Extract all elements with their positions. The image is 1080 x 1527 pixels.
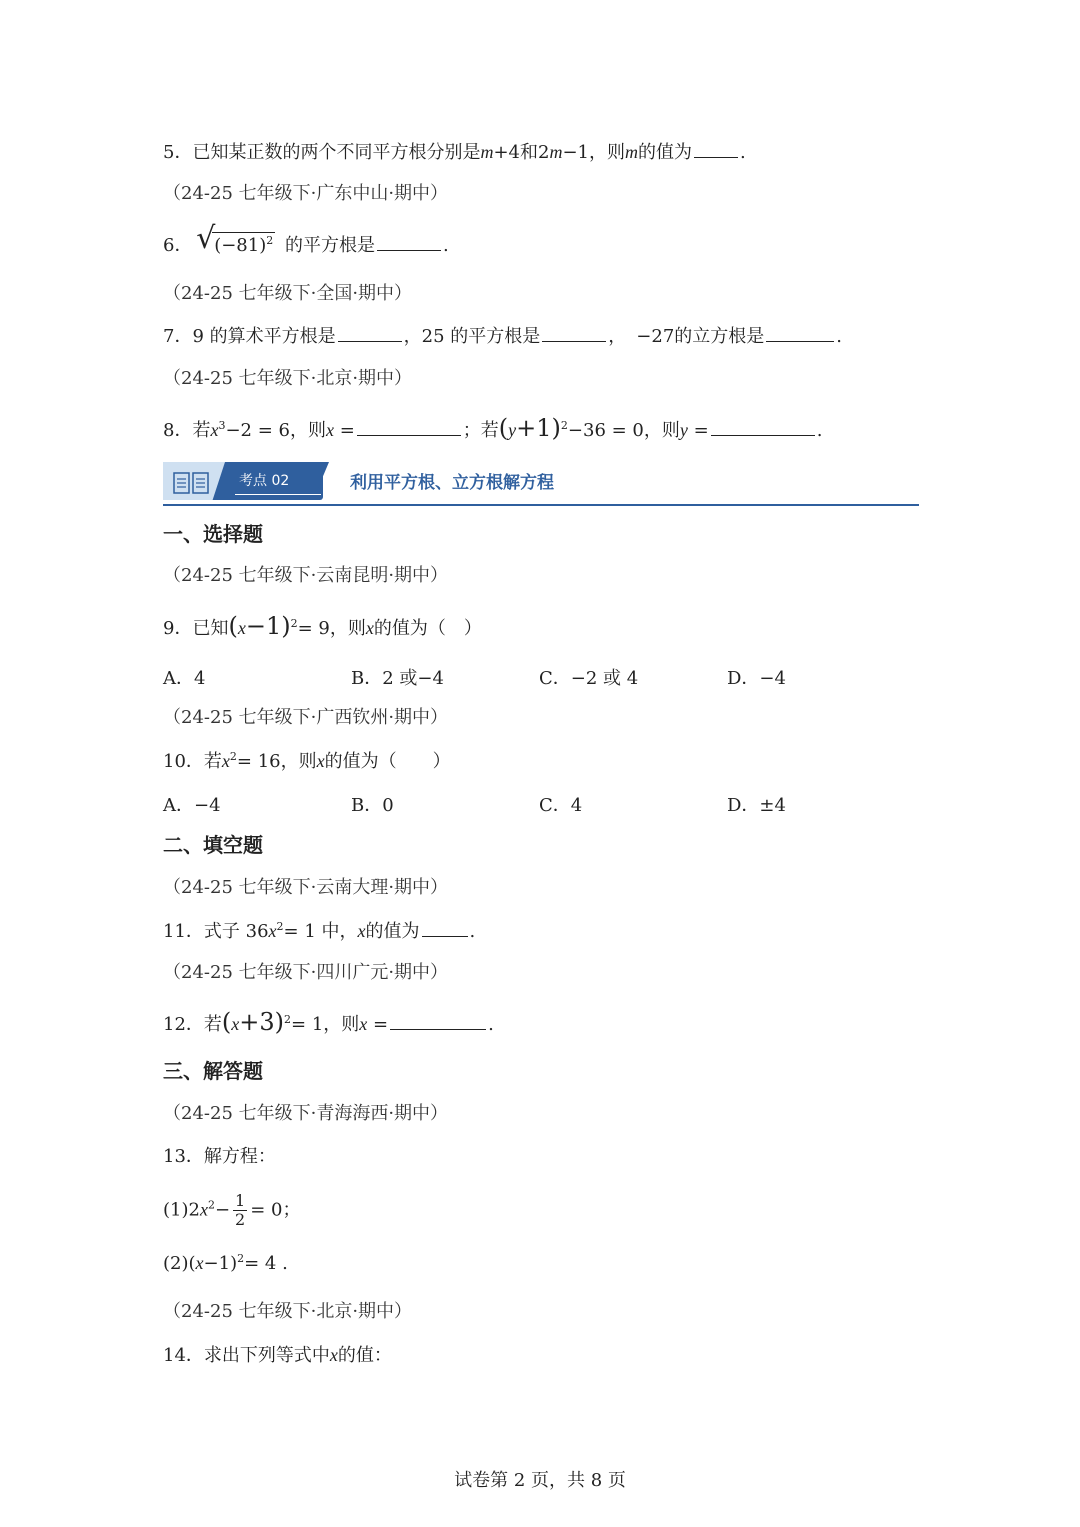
question-6: 6． √ $(-81)^2$ 的平方根是 . bbox=[163, 232, 449, 259]
answer-blank[interactable] bbox=[377, 232, 441, 251]
section-banner bbox=[163, 462, 919, 508]
answer-blank[interactable] bbox=[694, 139, 738, 158]
book-icon bbox=[173, 472, 209, 494]
source-note: （24-25 七年级下·北京·期中） bbox=[163, 368, 413, 389]
answer-blank[interactable] bbox=[542, 323, 606, 342]
source-note: （24-25 七年级下·全国·期中） bbox=[163, 283, 413, 304]
source-note: （24-25 七年级下·北京·期中） bbox=[163, 1301, 413, 1322]
answer-blank[interactable] bbox=[766, 323, 834, 342]
option-d[interactable]: D．±4 bbox=[727, 795, 786, 816]
fraction: $\frac{1}{2}$ bbox=[235, 1191, 246, 1229]
question-13-part-1: $(1)2x^2-$ $\frac{1}{2}$ = 0； bbox=[163, 1191, 301, 1229]
source-note: （24-25 七年级下·广东中山·期中） bbox=[163, 183, 449, 204]
answer-blank[interactable] bbox=[357, 417, 461, 436]
banner-tag-underline bbox=[235, 494, 321, 495]
source-note: （24-25 七年级下·广西钦州·期中） bbox=[163, 707, 449, 728]
question-10: 10．若$x^2= 16$，则x的值为（ ） bbox=[163, 750, 451, 772]
source-note: （24-25 七年级下·云南昆明·期中） bbox=[163, 565, 449, 586]
banner-tag: 考点 02 bbox=[239, 473, 290, 489]
source-note: （24-25 七年级下·青海海西·期中） bbox=[163, 1103, 449, 1124]
question-14: 14．求出下列等式中x的值： bbox=[163, 1345, 392, 1366]
source-note: （24-25 七年级下·云南大理·期中） bbox=[163, 877, 449, 898]
answer-blank[interactable] bbox=[422, 918, 468, 937]
option-c[interactable]: C．4 bbox=[539, 795, 583, 816]
section-heading: 二、填空题 bbox=[163, 833, 263, 857]
question-9: 9．已知$(x-1)^2= 9$，则x的值为（ ） bbox=[163, 612, 482, 640]
answer-blank[interactable] bbox=[338, 323, 402, 342]
answer-blank[interactable] bbox=[711, 417, 815, 436]
section-heading: 一、选择题 bbox=[163, 522, 263, 546]
question-8: 8．若$x^3-2 = 6$，则x = ；若$(y+1)^2-36 = 0$，则y = . bbox=[163, 414, 823, 442]
option-a[interactable]: A．−4 bbox=[163, 795, 221, 816]
banner-title: 利用平方根、立方根解方程 bbox=[350, 473, 554, 493]
banner-rule bbox=[163, 504, 919, 506]
question-13: 13．解方程： bbox=[163, 1146, 276, 1167]
answer-blank[interactable] bbox=[390, 1011, 486, 1030]
page-footer: 试卷第 2 页，共 8 页 bbox=[454, 1470, 626, 1491]
question-7: 7．9 的算术平方根是 ，25 的平方根是 ， −27的立方根是 . bbox=[163, 323, 842, 350]
question-5: 5．已知某正数的两个不同平方根分别是m+4和2m−1，则m的值为 . bbox=[163, 139, 746, 166]
sqrt-expression: √ $(-81)^2$ bbox=[198, 232, 275, 259]
option-b[interactable]: B．2 或−4 bbox=[351, 668, 444, 689]
question-11: 11．式子 $36x^2= 1$ 中，x的值为 . bbox=[163, 920, 476, 942]
source-note: （24-25 七年级下·四川广元·期中） bbox=[163, 962, 449, 983]
question-12: 12．若$(x+3)^2= 1$，则x = . bbox=[163, 1008, 494, 1036]
option-d[interactable]: D．−4 bbox=[727, 668, 786, 689]
option-a[interactable]: A．4 bbox=[163, 668, 206, 689]
section-heading: 三、解答题 bbox=[163, 1059, 263, 1083]
question-13-part-2: $(2)(x-1)^2= 4$ . bbox=[163, 1252, 288, 1274]
option-b[interactable]: B．0 bbox=[351, 795, 394, 816]
option-c[interactable]: C．−2 或 4 bbox=[539, 668, 639, 689]
